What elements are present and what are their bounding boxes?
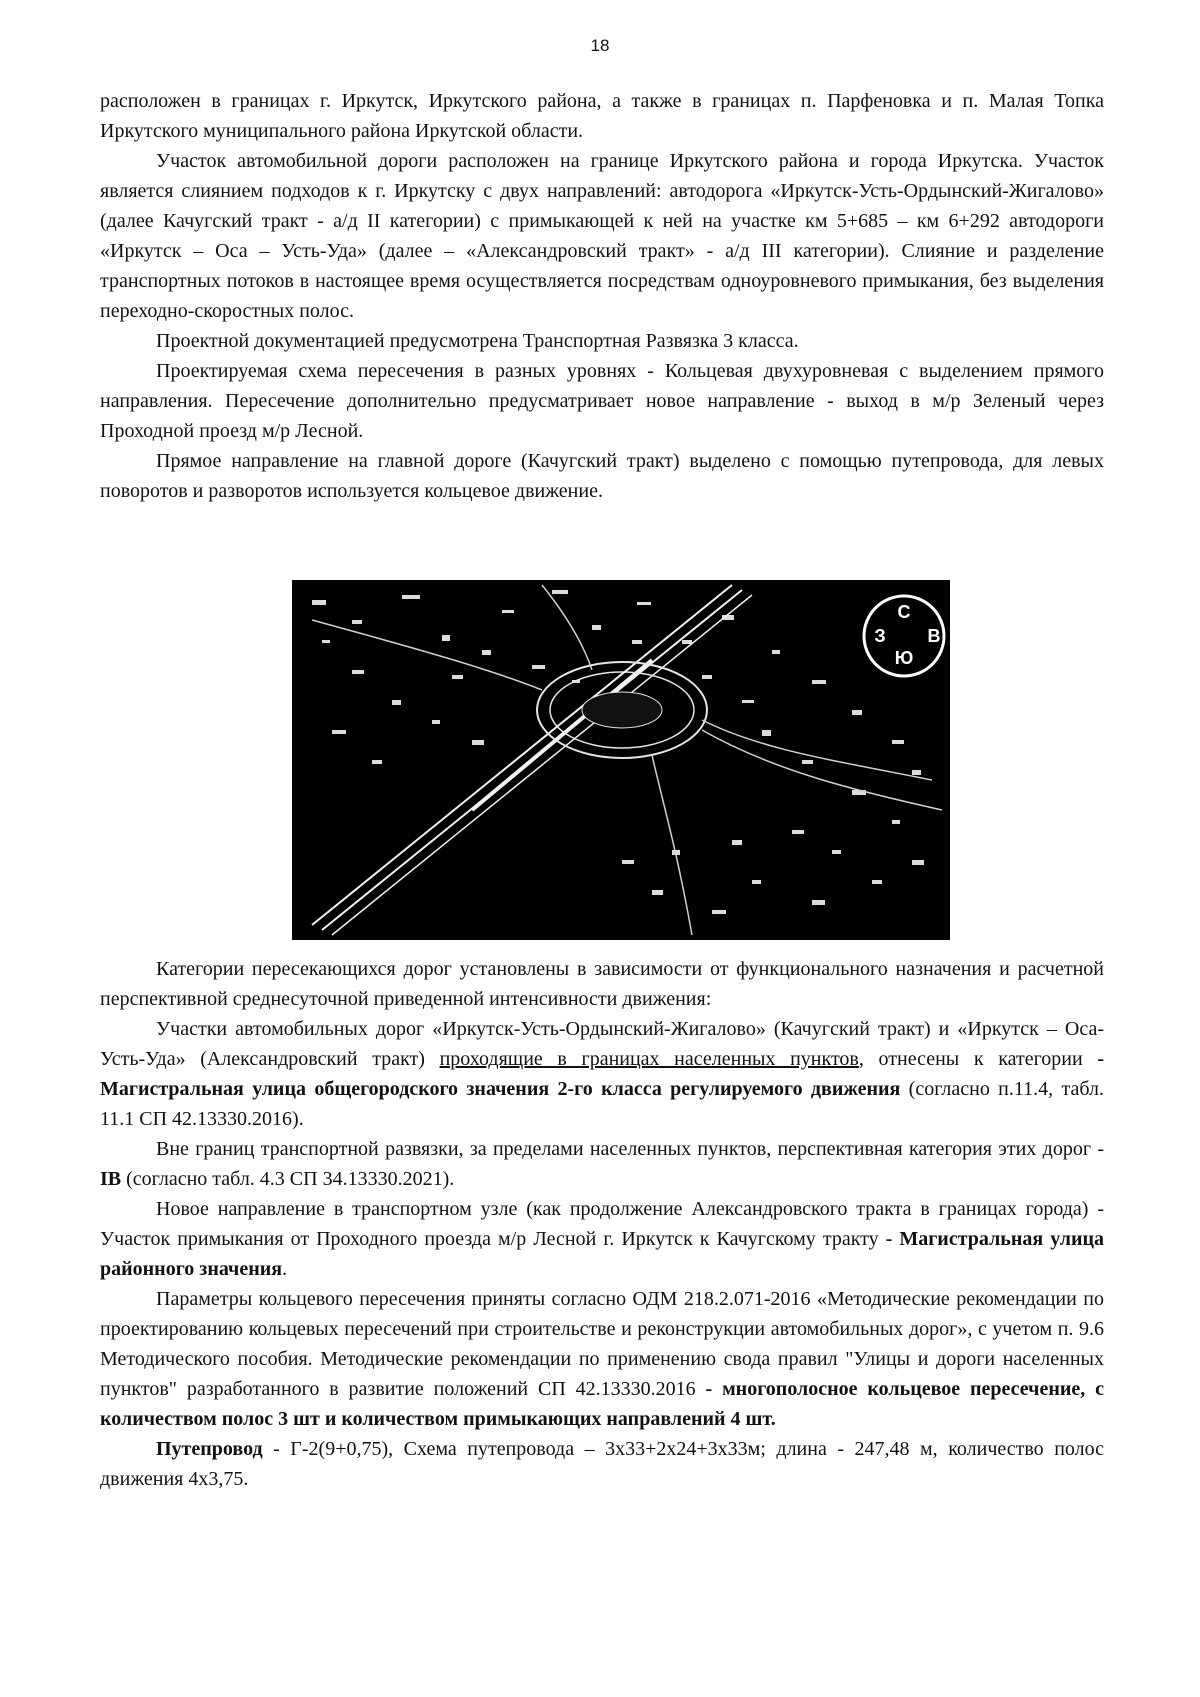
interchange-aerial-figure — [292, 580, 950, 940]
road-categories-text-b: , отнесены к категории — [858, 1048, 1098, 1070]
paragraph-road-section: Участок автомобильной дороги расположен на границе Иркутского района и города Иркутска. Участок является слиянием подходов к г. Иркутску с двух направлений: автодорога «Иркутск-Усть-Ордынский-Жигалово» (далее Качугский тракт - а/д II категории) с примыкающей к ней на участке км 5+685 – км 6+292 автодороги «Иркутск – Оса – Усть-Уда» (далее – «Александровский тракт» - а/д III категории). Слияние и разделение транспортных потоков в настоящее время осуществляется посредствам одноуровневого примыкания, без выделения переходно-скоростных полос. — [100, 150, 1104, 322]
page-number: 18 — [590, 36, 610, 55]
road-categories-underlined: проходящие в границах населенных пунктов — [439, 1048, 859, 1070]
paragraph-outside-category — [100, 1134, 1104, 1194]
interchange-rendering — [292, 580, 950, 940]
paragraph-roundabout-params — [100, 1284, 1104, 1434]
new-direction-text-c: . — [282, 1258, 288, 1280]
paragraph-interchange-class: Проектной документацией предусмотрена Транспортная Развязка 3 класса. — [156, 330, 799, 352]
compass-rose — [864, 596, 944, 676]
top-text-block — [100, 86, 1104, 506]
compass-east: В — [927, 626, 941, 646]
paragraph-location: расположен в границах г. Иркутск, Иркутского района, а также в границах п. Парфеновка и п. Малая Топка Иркутского муниципального района Иркутской области. — [100, 90, 1104, 142]
paragraph-new-direction — [100, 1194, 1104, 1284]
road-categories-text-c: (согласно п.11.4, табл. 11.1 СП 42.13330.2016). — [100, 1078, 1104, 1130]
paragraph-crossing-scheme: Проектируемая схема пересечения в разных уровнях - Кольцевая двухуровневая с выделением прямого направления. Пересечение дополнительно предусматривает новое направление - выход в м/р Зеленый через Проходной проезд м/р Лесной. — [100, 360, 1104, 442]
compass-west: З — [874, 626, 886, 646]
outside-category-bold: IB — [100, 1168, 122, 1190]
params-text-a: Параметры кольцевого пересечения приняты согласно ОДМ 218.2.071-2016 «Методические рекомендации по проектированию кольцевых пересечений при строительстве и реконструкции автомобильных дорог», с учетом п. 9.6 Методического пособия. Методические рекомендации по применению свода правил "Улицы и дороги населенных пунктов" разработанного в развитие положений СП 42.13330.2016 — [100, 1288, 1104, 1400]
paragraph-categories: Категории пересекающихся дорог установлены в зависимости от функционального назначения и расчетной перспективной среднесуточной приведенной интенсивности движения: — [100, 958, 1104, 1010]
paragraph-road-categories — [100, 1014, 1104, 1134]
outside-text-c: (согласно табл. 4.3 СП 34.13330.2021). — [121, 1168, 455, 1190]
overpass-label-bold: Путепровод — [156, 1438, 263, 1460]
overpass-text: - Г-2(9+0,75), Схема путепровода – 3х33+2х24+3х33м; длина - 247,48 м, количество полос движения 4х3,75. — [100, 1438, 1104, 1490]
compass-south: Ю — [894, 648, 914, 668]
new-direction-text-a: Новое направление в транспортном узле (как продолжение Александровского тракта в границах города) - Участок примыкания от Проходного проезда м/р Лесной г. Иркутск к Качугскому тракту — [100, 1198, 1104, 1250]
new-direction-bold: - Магистральная улица районного значения — [100, 1228, 1104, 1280]
params-bold: - многополосное кольцевое пересечение, с количеством полос 3 шт и количеством примыкающих направлений 4 шт. — [100, 1378, 1105, 1430]
road-categories-text-a: Участки автомобильных дорог «Иркутск-Усть-Ордынский-Жигалово» (Качугский тракт) и «Иркутск – Оса- Усть-Уда» (Александровский тракт) — [100, 1018, 1104, 1070]
outside-text-a: Вне границ транспортной развязки, за пределами населенных пунктов, перспективная категория этих дорог - — [156, 1138, 1104, 1160]
paragraph-overpass — [100, 1434, 1104, 1494]
compass-north: С — [897, 602, 911, 622]
bottom-text-block — [100, 954, 1104, 1494]
paragraph-direct-direction: Прямое направление на главной дороге (Качугский тракт) выделено с помощью путепровода, для левых поворотов и разворотов используется кольцевое движение. — [100, 450, 1104, 502]
road-categories-bold: - Магистральная улица общегородского значения 2-го класса регулируемого движения — [100, 1048, 1104, 1100]
